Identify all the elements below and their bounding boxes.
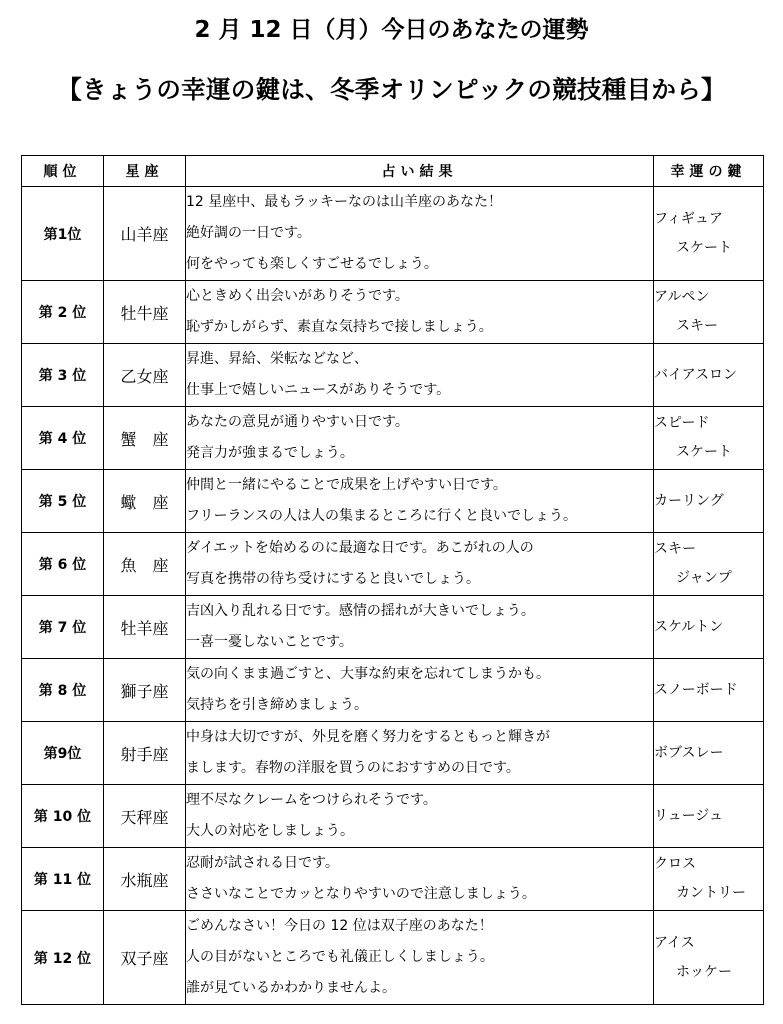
lucky-key-cell bbox=[654, 187, 764, 281]
lucky-key-cell bbox=[654, 848, 764, 911]
lucky-key-cell bbox=[654, 344, 764, 407]
fortune-result-line: まします。春物の洋服を買うのにおすすめの日です。 bbox=[186, 760, 520, 776]
lucky-key-line: バイアスロン bbox=[654, 366, 738, 383]
fortune-result-line: 中身は大切ですが、外見を磨く努力をするともっと輝きが bbox=[186, 729, 550, 745]
table-row bbox=[22, 281, 764, 344]
fortune-result-line: 吉凶入り乱れる日です。感情の揺れが大きいでしょう。 bbox=[186, 603, 535, 619]
rank-cell: 第 2 位 bbox=[22, 281, 104, 344]
lucky-key-cell bbox=[654, 722, 764, 785]
column-header-sign: 星座 bbox=[104, 156, 186, 187]
fortune-result-line: フリーランスの人は人の集まるところに行くと良いでしょう。 bbox=[186, 508, 578, 524]
lucky-key-line: スキー bbox=[654, 541, 696, 557]
lucky-key-line: ホッケー bbox=[676, 963, 732, 980]
zodiac-sign-cell: 乙女座 bbox=[104, 344, 186, 407]
lucky-key-line: スピード bbox=[654, 415, 710, 431]
lucky-key-cell bbox=[654, 281, 764, 344]
lucky-key-line: スケート bbox=[676, 239, 732, 256]
zodiac-sign-cell: 山羊座 bbox=[104, 187, 186, 281]
fortune-result-line: 誰が見ているかわかりませんよ。 bbox=[186, 980, 396, 996]
lucky-key-line: ジャンプ bbox=[676, 570, 732, 586]
table-row bbox=[22, 533, 764, 596]
table-row bbox=[22, 407, 764, 470]
lucky-key-line: アルペン bbox=[654, 289, 710, 305]
lucky-key-cell bbox=[654, 911, 764, 1005]
fortune-result-cell bbox=[186, 187, 654, 281]
lucky-key-cell bbox=[654, 470, 764, 533]
fortune-result-line: 心ときめく出会いがありそうです。 bbox=[186, 288, 409, 304]
column-header-rank: 順位 bbox=[22, 156, 104, 187]
page-title: 2 月 12 日（月）今日のあなたの運勢 bbox=[194, 17, 589, 43]
fortune-result-line: 何をやっても楽しくすごせるでしょう。 bbox=[186, 256, 438, 272]
rank-cell: 第 7 位 bbox=[22, 596, 104, 659]
fortune-result-line: あなたの意見が通りやすい日です。 bbox=[186, 414, 409, 430]
rank-cell: 第 11 位 bbox=[22, 848, 104, 911]
lucky-key-line: スケート bbox=[676, 444, 732, 460]
zodiac-sign-cell: 蠍 座 bbox=[104, 470, 186, 533]
table-row bbox=[22, 785, 764, 848]
fortune-result-line: ささいなことでカッとなりやすいので注意しましょう。 bbox=[186, 886, 536, 902]
page-subtitle: 【きょうの幸運の鍵は、冬季オリンピックの競技種目から】 bbox=[57, 75, 726, 104]
zodiac-sign-cell: 天秤座 bbox=[104, 785, 186, 848]
table-row bbox=[22, 344, 764, 407]
rank-cell: 第 12 位 bbox=[22, 911, 104, 1005]
rank-cell: 第 3 位 bbox=[22, 344, 104, 407]
fortune-result-cell bbox=[186, 848, 654, 911]
zodiac-sign-cell: 水瓶座 bbox=[104, 848, 186, 911]
lucky-key-line: スノーボード bbox=[654, 681, 738, 698]
lucky-key-cell bbox=[654, 533, 764, 596]
zodiac-sign-cell: 蟹 座 bbox=[104, 407, 186, 470]
fortune-result-cell bbox=[186, 533, 654, 596]
fortune-result-line: 絶好調の一日です。 bbox=[186, 225, 311, 241]
rank-cell: 第 8 位 bbox=[22, 659, 104, 722]
lucky-key-line: フィギュア bbox=[654, 210, 723, 227]
zodiac-sign-cell: 射手座 bbox=[104, 722, 186, 785]
fortune-result-cell bbox=[186, 407, 654, 470]
lucky-key-line: スキー bbox=[676, 318, 718, 334]
lucky-key-cell bbox=[654, 596, 764, 659]
column-header-lucky-key: 幸運の鍵 bbox=[654, 156, 764, 187]
zodiac-sign-cell: 獅子座 bbox=[104, 659, 186, 722]
fortune-result-line: 気持ちを引き締めましょう。 bbox=[186, 697, 368, 713]
table-row bbox=[22, 187, 764, 281]
lucky-key-line: スケルトン bbox=[654, 618, 724, 635]
zodiac-sign-cell: 魚 座 bbox=[104, 533, 186, 596]
fortune-table bbox=[21, 155, 764, 1005]
fortune-result-line: 恥ずかしがらず、素直な気持ちで接しましょう。 bbox=[186, 319, 493, 335]
fortune-result-line: 仲間と一緒にやることで成果を上げやすい日です。 bbox=[186, 477, 507, 493]
fortune-result-line: 人の目がないところでも礼儀正しくしましょう。 bbox=[186, 949, 494, 965]
lucky-key-line: カーリング bbox=[654, 492, 724, 509]
lucky-key-line: カントリー bbox=[676, 885, 746, 901]
table-header-row bbox=[22, 156, 764, 187]
rank-cell: 第9位 bbox=[22, 722, 104, 785]
fortune-table-body bbox=[22, 187, 764, 1005]
rank-cell: 第 4 位 bbox=[22, 407, 104, 470]
rank-cell: 第1位 bbox=[22, 187, 104, 281]
fortune-result-line: 仕事上で嬉しいニュースがありそうです。 bbox=[186, 382, 451, 398]
fortune-result-line: 昇進、昇給、栄転などなど、 bbox=[186, 351, 368, 367]
zodiac-sign-cell: 双子座 bbox=[104, 911, 186, 1005]
rank-cell: 第 5 位 bbox=[22, 470, 104, 533]
fortune-result-cell bbox=[186, 281, 654, 344]
rank-cell: 第 10 位 bbox=[22, 785, 104, 848]
fortune-result-cell bbox=[186, 470, 654, 533]
fortune-result-line: 理不尽なクレームをつけられそうです。 bbox=[186, 792, 437, 808]
table-row bbox=[22, 659, 764, 722]
fortune-result-line: 忍耐が試される日です。 bbox=[186, 855, 339, 871]
fortune-result-line: ダイエットを始めるのに最適な日です。あこがれの人の bbox=[186, 540, 534, 556]
lucky-key-cell bbox=[654, 407, 764, 470]
column-header-result: 占い結果 bbox=[186, 156, 654, 187]
fortune-result-cell bbox=[186, 911, 654, 1005]
lucky-key-cell bbox=[654, 785, 764, 848]
lucky-key-line: クロス bbox=[654, 856, 696, 872]
zodiac-sign-cell: 牡牛座 bbox=[104, 281, 186, 344]
table-row bbox=[22, 848, 764, 911]
table-row bbox=[22, 596, 764, 659]
lucky-key-line: アイス bbox=[654, 934, 695, 951]
fortune-result-line: 気の向くまま過ごすと、大事な約束を忘れてしまうかも。 bbox=[186, 666, 550, 682]
fortune-result-line: 発言力が強まるでしょう。 bbox=[186, 445, 354, 461]
fortune-result-cell bbox=[186, 785, 654, 848]
zodiac-sign-cell: 牡羊座 bbox=[104, 596, 186, 659]
rank-cell: 第 6 位 bbox=[22, 533, 104, 596]
fortune-result-line: ごめんなさい！今日の 12 位は双子座のあなた！ bbox=[186, 918, 493, 934]
fortune-result-line: 一喜一憂しないことです。 bbox=[186, 634, 353, 650]
lucky-key-line: ボブスレー bbox=[654, 744, 724, 761]
fortune-result-line: 12 星座中、最もラッキーなのは山羊座のあなた！ bbox=[186, 194, 502, 210]
table-row bbox=[22, 911, 764, 1005]
fortune-result-cell bbox=[186, 659, 654, 722]
lucky-key-line: リュージュ bbox=[654, 807, 724, 824]
fortune-result-cell bbox=[186, 344, 654, 407]
lucky-key-cell bbox=[654, 659, 764, 722]
table-row bbox=[22, 470, 764, 533]
fortune-result-cell bbox=[186, 596, 654, 659]
table-row bbox=[22, 722, 764, 785]
fortune-result-line: 大人の対応をしましょう。 bbox=[186, 823, 354, 839]
fortune-result-cell bbox=[186, 722, 654, 785]
fortune-result-line: 写真を携帯の待ち受けにすると良いでしょう。 bbox=[186, 571, 480, 587]
